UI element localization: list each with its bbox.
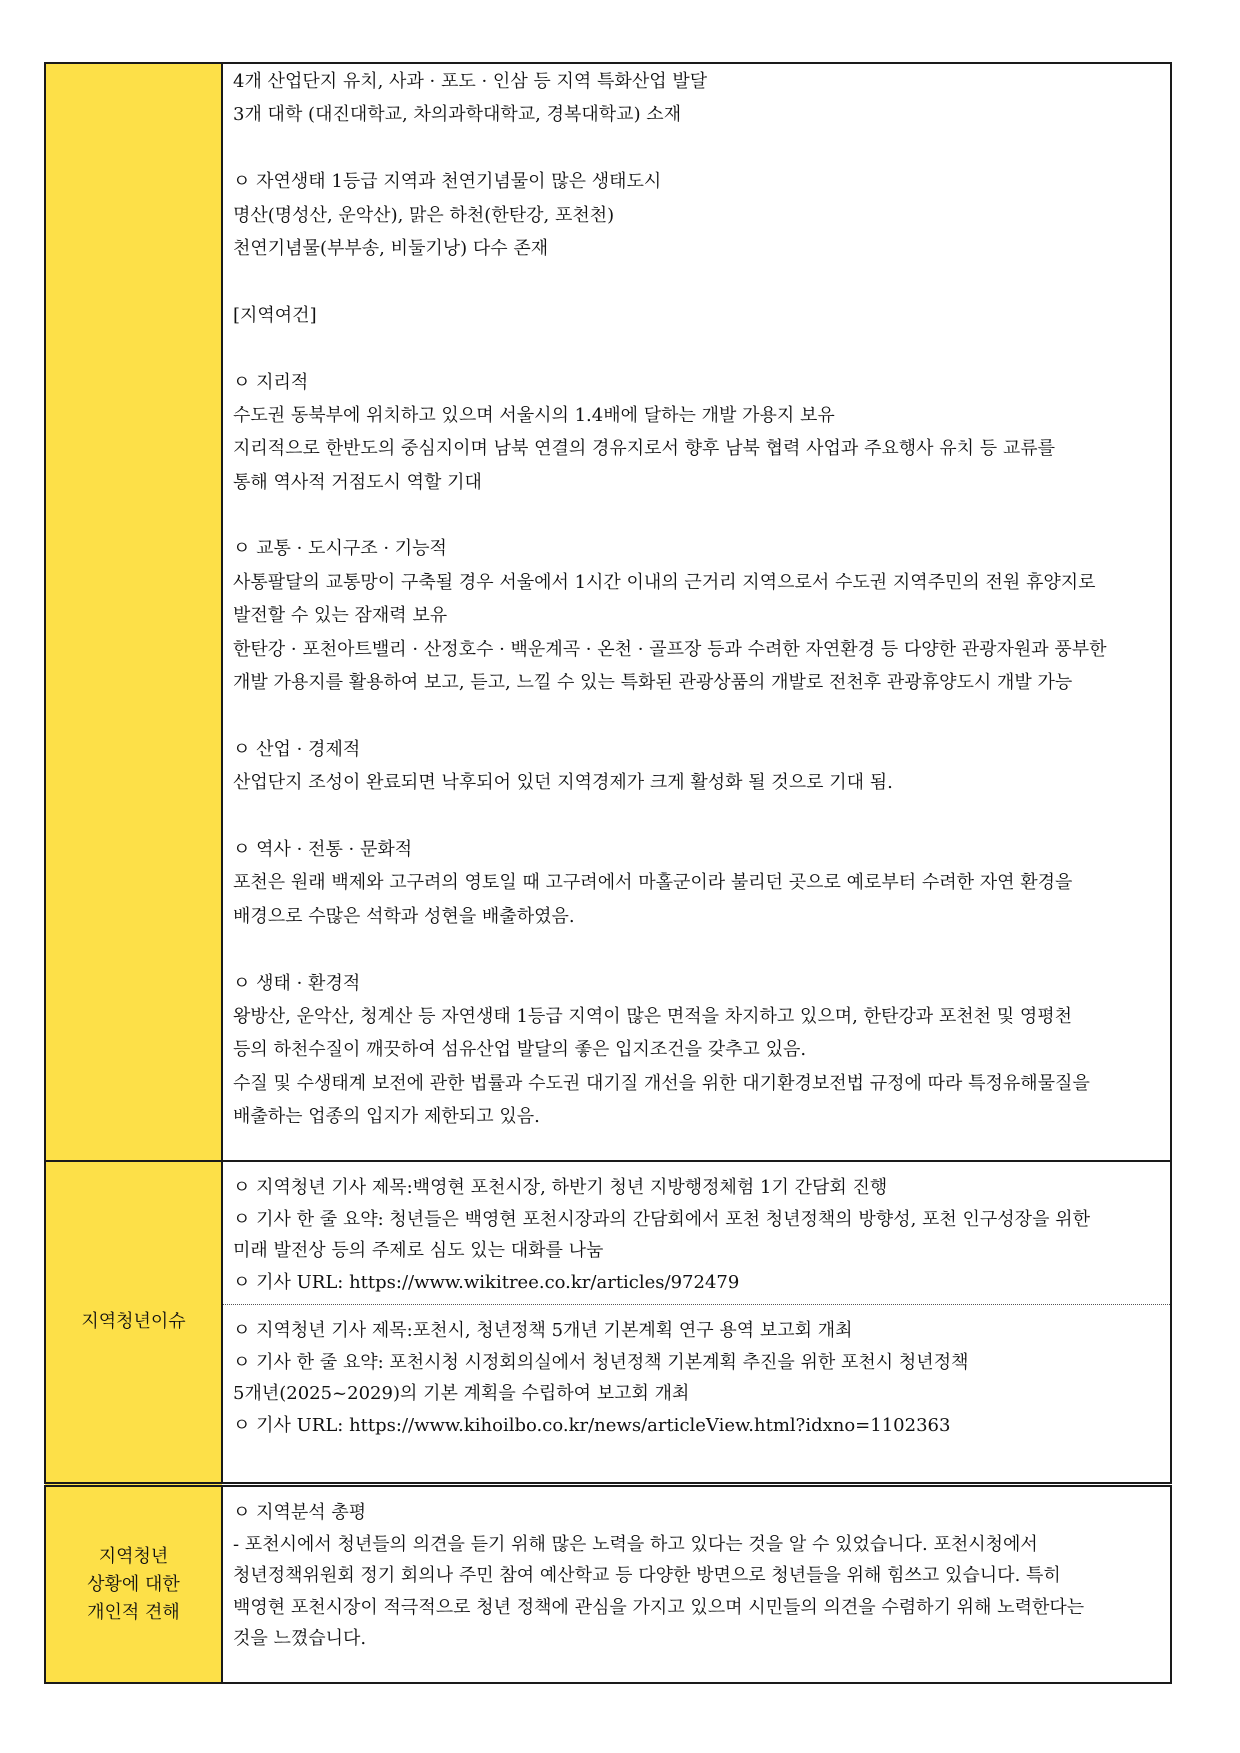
article2-line: ㅇ 지역청년 기사 제목:포천시, 청년정책 5개년 기본계획 연구 용역 보고회 개최 xyxy=(233,1320,853,1341)
article2-line: ㅇ 기사 URL: https://www.kihoilbo.co.kr/news/articleView.html?idxno=1102363 xyxy=(233,1414,951,1436)
conditions-line: 산업단지 조성이 완료되면 낙후되어 있던 지역경제가 크게 활성화 될 것으로 기대 됨. xyxy=(233,772,893,794)
article1-line: 미래 발전상 등의 주제로 심도 있는 대화를 나눔 xyxy=(233,1240,604,1261)
conditions-line: ㅇ 역사 · 전통 · 문화적 xyxy=(233,838,413,860)
opinion-line: - 포천시에서 청년들의 의견을 듣기 위해 많은 노력을 하고 있다는 것을 알 수 있었습니다. 포천시청에서 xyxy=(233,1533,1038,1555)
personal-opinion-label xyxy=(46,1543,221,1627)
conditions-line xyxy=(233,499,1156,532)
opinion-line: ㅇ 지역분석 총평 xyxy=(233,1502,367,1523)
conditions-line xyxy=(233,265,1156,298)
conditions-line: 수도권 동북부에 위치하고 있으며 서울시의 1.4배에 달하는 개발 가용지 보유 xyxy=(233,404,835,426)
empty-label-cell xyxy=(45,63,222,1161)
article2-line: ㅇ 기사 한 줄 요약: 포천시청 시정회의실에서 청년정책 기본계획 추진을 위한 포천시 청년정책 xyxy=(233,1351,969,1373)
conditions-line: 지리적으로 한반도의 중심지이며 남북 연결의 경유지로서 향후 남북 협력 사업과 주요행사 유치 등 교류를 xyxy=(233,438,1056,460)
document-table xyxy=(44,62,1172,1684)
personal-opinion-row xyxy=(45,1485,1171,1684)
conditions-line xyxy=(233,332,1156,365)
conditions-line: 수질 및 수생태계 보전에 관한 법률과 수도권 대기질 개선을 위한 대기환경보전법 규정에 따라 특정유해물질을 xyxy=(233,1072,1090,1094)
regional-conditions-cell xyxy=(222,63,1171,1161)
conditions-line: 배출하는 업종의 입지가 제한되고 있음. xyxy=(233,1106,540,1128)
regional-conditions-text xyxy=(223,64,1170,1142)
regional-conditions-row xyxy=(45,63,1171,1161)
conditions-line xyxy=(233,132,1156,165)
conditions-line: [지역여건] xyxy=(233,304,317,326)
conditions-line: 명산(명성산, 운악산), 맑은 하천(한탄강, 포천천) xyxy=(233,204,615,226)
personal-opinion-text xyxy=(223,1487,1170,1661)
conditions-line: 4개 산업단지 유치, 사과 · 포도 · 인삼 등 지역 특화산업 발달 xyxy=(233,71,708,92)
personal-opinion-cell xyxy=(222,1485,1171,1684)
youth-issue-label: 지역청년이슈 xyxy=(81,1311,186,1332)
conditions-line: ㅇ 생태 · 환경적 xyxy=(233,972,361,994)
conditions-line: 천연기념물(부부송, 비둘기낭) 다수 존재 xyxy=(233,237,549,259)
article-1 xyxy=(223,1162,1170,1304)
conditions-line xyxy=(233,933,1156,966)
conditions-line: ㅇ 지리적 xyxy=(233,371,309,393)
youth-issue-cell xyxy=(222,1161,1171,1485)
opinion-line: 백영현 포천시장이 적극적으로 청년 정책에 관심을 가지고 있으며 시민들의 의견을 수렴하기 위해 노력한다는 xyxy=(233,1596,1085,1618)
conditions-line: 왕방산, 운악산, 청계산 등 자연생태 1등급 지역이 많은 면적을 차지하고 있으며, 한탄강과 포천천 및 영평천 xyxy=(233,1005,1073,1027)
article1-line: ㅇ 기사 URL: https://www.wikitree.co.kr/articles/972479 xyxy=(233,1271,740,1293)
opinion-line: 청년정책위원회 정기 회의나 주민 참여 예산학교 등 다양한 방면으로 청년들을 위해 힘쓰고 있습니다. 특히 xyxy=(233,1565,1061,1586)
conditions-line: ㅇ 교통 · 도시구조 · 기능적 xyxy=(233,538,447,560)
conditions-line: 사통팔달의 교통망이 구축될 경우 서울에서 1시간 이내의 근거리 지역으로서 수도권 지역주민의 전원 휴양지로 xyxy=(233,571,1096,593)
article1-line: ㅇ 기사 한 줄 요약: 청년들은 백영현 포천시장과의 간담회에서 포천 청년정책의 방향성, 포천 인구성장을 위한 xyxy=(233,1208,1090,1230)
opinion-label-line: 개인적 견해 xyxy=(87,1601,180,1623)
conditions-line xyxy=(233,800,1156,833)
conditions-line: 발전할 수 있는 잠재력 보유 xyxy=(233,605,448,627)
conditions-line: 통해 역사적 거점도시 역할 기대 xyxy=(233,471,482,493)
conditions-line: ㅇ 자연생태 1등급 지역과 천연기념물이 많은 생태도시 xyxy=(233,171,662,193)
personal-opinion-label-cell xyxy=(45,1485,222,1684)
youth-issue-row xyxy=(45,1161,1171,1485)
conditions-line: 포천은 원래 백제와 고구려의 영토일 때 고구려에서 마홀군이라 불리던 곳으로 예로부터 수려한 자연 환경을 xyxy=(233,872,1073,894)
conditions-line: 개발 가용지를 활용하여 보고, 듣고, 느낄 수 있는 특화된 관광상품의 개발로 전천후 관광휴양도시 개발 가능 xyxy=(233,672,1073,694)
conditions-line xyxy=(233,699,1156,732)
opinion-label-line: 지역청년 xyxy=(98,1545,169,1567)
article-2 xyxy=(223,1305,1170,1447)
article1-line: ㅇ 지역청년 기사 제목:백영현 포천시장, 하반기 청년 지방행정체험 1기 간담회 진행 xyxy=(233,1177,888,1198)
opinion-line: 것을 느꼈습니다. xyxy=(233,1628,367,1649)
opinion-label-line: 상황에 대한 xyxy=(87,1573,180,1595)
conditions-line: 3개 대학 (대진대학교, 차의과학대학교, 경복대학교) 소재 xyxy=(233,104,682,126)
conditions-line: 한탄강 · 포천아트밸리 · 산정호수 · 백운계곡 · 온천 · 골프장 등과 수려한 자연환경 등 다양한 관광자원과 풍부한 xyxy=(233,638,1107,660)
youth-issue-label-cell xyxy=(45,1161,222,1485)
conditions-line: 등의 하천수질이 깨끗하여 섬유산업 발달의 좋은 입지조건을 갖추고 있음. xyxy=(233,1039,807,1061)
conditions-line: ㅇ 산업 · 경제적 xyxy=(233,738,361,760)
article2-line: 5개년(2025~2029)의 기본 계획을 수립하여 보고회 개최 xyxy=(233,1383,690,1404)
conditions-line: 배경으로 수많은 석학과 성현을 배출하였음. xyxy=(233,905,575,927)
